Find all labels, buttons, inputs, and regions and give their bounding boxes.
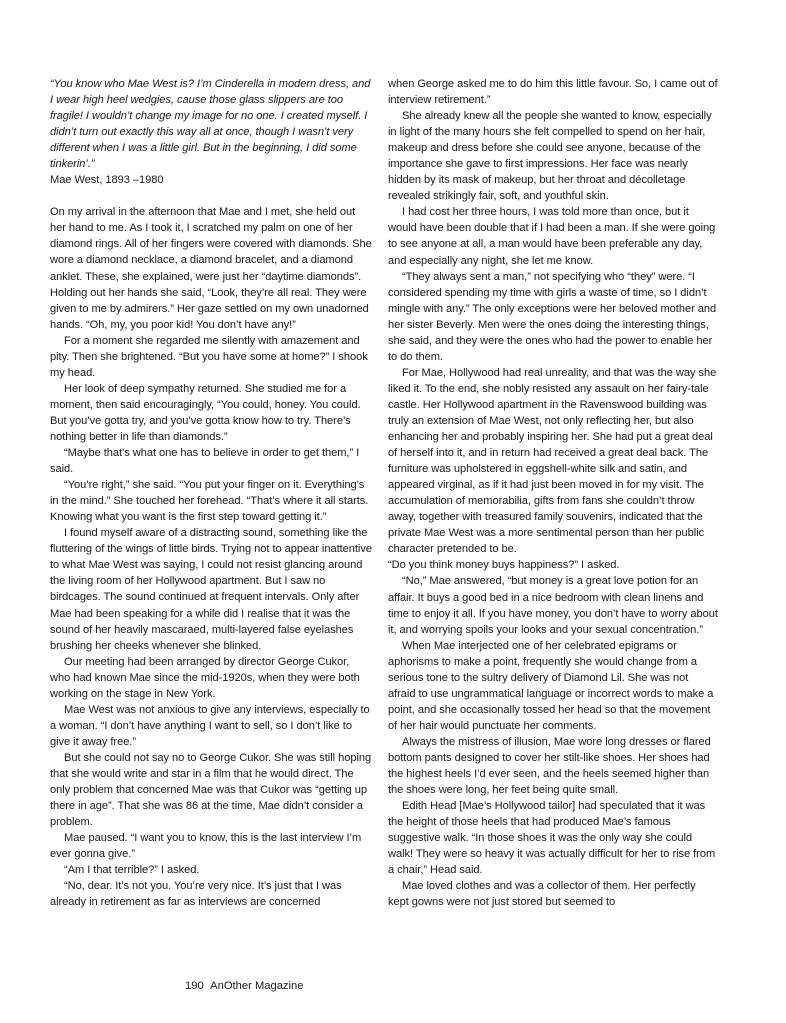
paragraph: “Maybe that’s what one has to believe in order to get them,” I said. <box>50 447 360 476</box>
paragraph: But she could not say no to George Cukor. She was still hoping that she would write and star in a film that he would direct. The only problem that concerned Mae was that Cukor was “getting up there in age”. That she was 86 at the time, Mae didn’t consider a problem. <box>50 751 372 829</box>
paragraph: Edith Head [Mae’s Hollywood tailor] had speculated that it was the height of those heels that had produced Mae’s famous suggestive walk. “In those shoes it was the only way she could walk! They were so heavy it was actually difficult for her to rise from a chair,” Head said. <box>388 800 716 877</box>
paragraph: when George asked me to do him this little favour. So, I came out of interview retirement.” <box>388 78 718 107</box>
page-number: 190 <box>185 980 204 992</box>
paragraph: “Am I that terrible?” I asked. <box>64 864 200 877</box>
publication-name: AnOther Magazine <box>210 980 304 992</box>
paragraph: Her look of deep sympathy returned. She studied me for a moment, then said encouragingly, “You could, honey. You could. But you’ve gotta try, and you’ve gotta know how to try. There’s nothing better in life than diamonds.” <box>50 382 361 443</box>
paragraph: “They always sent a man,” not specifying who “they” were. “I considered spending my time with girls a waste of time, so I didn’t mingle with any.” The only exceptions were her beloved mother and her sister Beverly. Men were the ones doing the interesting things, she said, and they were the ones who had the power to enable her to do them. <box>388 270 717 363</box>
right-column <box>388 76 718 910</box>
epigraph-quote: “You know who Mae West is? I’m Cinderella in modern dress, and I wear high heel wedgies, cause those glass slippers are too fragile! I wouldn’t change my image for no one. I created myself. I didn’t turn out exactly this way all at once, though I wasn’t very different when I was a little girl. But in the beginning, I did some tinkerin’.” <box>50 78 371 171</box>
paragraph: When Mae interjected one of her celebrated epigrams or aphorisms to make a point, frequently she would change from a serious tone to the sultry delivery of Diamond Lil. She was not afraid to use ungrammatical language or incorrect words to make a point, and she occasionally tossed her head so that the movement of her hair would punctuate her comments. <box>388 639 714 732</box>
paragraph: Always the mistress of illusion, Mae wore long dresses or flared bottom pants designed to cover her stilt-like shoes. Her shoes had the highest heels I’d ever seen, and the heels seemed higher than the shoes were long, her feet being quite small. <box>388 735 711 797</box>
paragraph: Mae paused. “I want you to know, this is the last interview I’m ever gonna give.” <box>50 832 362 861</box>
paragraph: On my arrival in the afternoon that Mae and I met, she held out her hand to me. As I took it, I scratched my palm on one of her diamond rings. All of her fingers were covered with diamonds. She wore a diamond necklace, a diamond bracelet, and a diamond anklet. These, she explained, were just her “daytime diamonds”. Holding out her hands she said, “Look, they’re all real. They were given to me by admirers.” Her gaze settled on my own unadorned hands. “Oh, my, you poor kid! You don’t have any!” <box>50 206 372 331</box>
paragraph: “Do you think money buys happiness?” I asked. <box>388 559 620 572</box>
paragraph: Mae West was not anxious to give any interviews, especially to a woman. “I don’t have anything I want to sell, so I don’t like to give it away free.” <box>50 703 370 748</box>
paragraph: I had cost her three hours, I was told more than once, but it would have been double that if I had been a man. If she were going to see anyone at all, a man would have been preferable any day, and especially any night, she let me know. <box>388 206 716 267</box>
paragraph: She already knew all the people she wanted to know, especially in light of the many hours she felt compelled to spend on her hair, makeup and dress before she could see anyone, because of the importance she gave to first impressions. Her face was nearly hidden by its mask of makeup, but her throat and décolletage revealed strikingly fair, soft, and youthful skin. <box>388 110 712 203</box>
paragraph: “No,” Mae answered, “but money is a great love potion for an affair. It buys a good bed in a nice bedroom with clean linens and time to enjoy it all. If you have money, you don’t have to worry about it, and worrying spoils your looks and your sexual concentration.” <box>388 575 718 636</box>
left-column <box>50 76 372 910</box>
paragraph: “No, dear. It’s not you. You’re very nice. It’s just that I was already in retirement as far as interviews are concerned <box>50 880 342 909</box>
paragraph: Mae loved clothes and was a collector of them. Her perfectly kept gowns were not just stored but seemed to <box>388 880 696 909</box>
paragraph: Our meeting had been arranged by director George Cukor, who had known Mae since the mid-1920s, when they were both working on the stage in New York. <box>50 655 360 700</box>
paragraph: For a moment she regarded me silently with amazement and pity. Then she brightened. “But you have some at home?” I shook my head. <box>50 334 368 379</box>
paragraph: “You’re right,” she said. “You put your finger on it. Everything’s in the mind.” She touched her forehead. “That’s where it all starts. Knowing what you want is the first step toward getting it.” <box>50 479 369 524</box>
paragraph: I found myself aware of a distracting sound, something like the fluttering of the wings of little birds. Trying not to appear inattentive to what Mae West was saying, I could not resist glancing around the living room of her Hollywood apartment. But I saw no birdcages. The sound continued at frequent intervals. Only after Mae had been speaking for a while did I realise that it was the sound of her heavily mascaraed, multi-layered false eyelashes brushing her cheeks whenever she blinked. <box>50 527 372 652</box>
epigraph-source: Mae West, 1893 –1980 <box>50 174 164 187</box>
page-footer <box>185 979 307 993</box>
paragraph: For Mae, Hollywood had real unreality, and that was the way she liked it. To the end, she nobly resisted any assault on her fairy-tale castle. Her Hollywood apartment in the Ravenswood building was truly an extension of Mae West, not only reflecting her, but also enhancing her and probably inspiring her. She had put a great deal of herself into it, and in return had received a great deal back. The furniture was upholstered in eggshell-white silk and satin, and appeared virginal, as if it had just been moved in for my visit. The accumulation of memorabilia, gifts from fans she couldn’t throw away, together with treasured family souvenirs, indicated that the private Mae West was a more sentimental person than her public character pretended to be. <box>388 366 717 556</box>
